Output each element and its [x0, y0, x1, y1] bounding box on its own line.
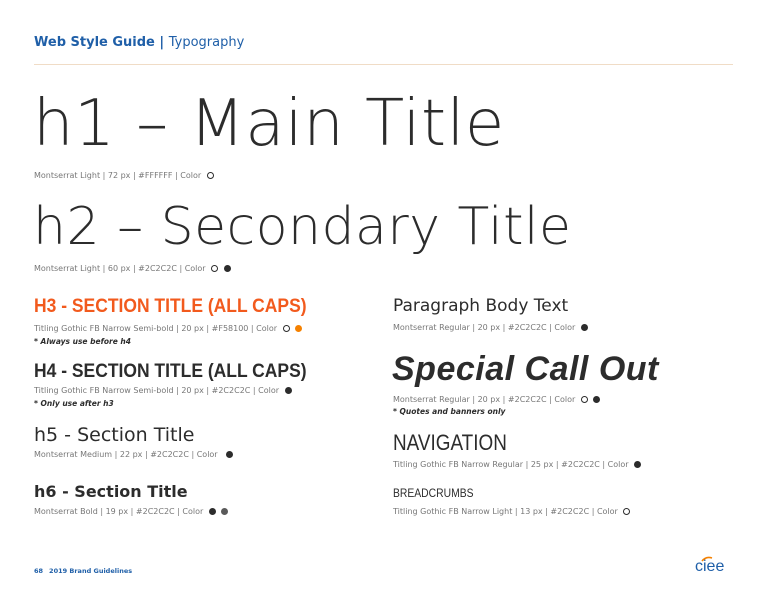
page-footer	[34, 567, 132, 575]
gray-swatch-icon	[221, 508, 228, 515]
header-divider	[34, 64, 733, 65]
h2-sample: h2 – Secondary Title	[33, 197, 572, 257]
h2-spec-text: Montserrat Light | 60 px | #2C2C2C | Color	[34, 264, 206, 273]
ciee-logo	[694, 556, 734, 574]
h5-spec-text: Montserrat Medium | 22 px | #2C2C2C | Color	[34, 450, 218, 459]
h3-spec-text: Titling Gothic FB Narrow Semi-bold | 20 px | #F58100 | Color	[34, 324, 278, 333]
page-header	[34, 35, 244, 50]
dark-swatch-icon	[593, 396, 600, 403]
h6-spec	[34, 508, 228, 516]
paragraph-spec-text: Montserrat Regular | 20 px | #2C2C2C | Color	[393, 323, 576, 332]
dark-swatch-icon	[581, 324, 588, 331]
dark-swatch-icon	[209, 508, 216, 515]
breadcrumbs-spec-text: Titling Gothic FB Narrow Light | 13 px | #2C2C2C | Color	[393, 507, 618, 516]
h3-spec	[34, 325, 302, 333]
dark-swatch-icon	[634, 461, 641, 468]
navigation-spec	[393, 461, 641, 469]
white-swatch-icon	[207, 172, 214, 179]
dark-swatch-icon	[285, 387, 292, 394]
h2-spec	[34, 265, 231, 273]
breadcrumbs-sample: BREADCRUMBS	[393, 488, 474, 500]
h4-spec-text: Titling Gothic FB Narrow Semi-bold | 20 px | #2C2C2C | Color	[34, 386, 280, 395]
h4-note: * Only use after h3	[34, 399, 114, 408]
navigation-sample: NAVIGATION	[393, 430, 507, 455]
page-number: 68	[34, 567, 44, 575]
header-section: Web Style Guide	[34, 35, 155, 50]
white-swatch-icon	[283, 325, 290, 332]
dark-swatch-icon	[224, 265, 231, 272]
h6-spec-text: Montserrat Bold | 19 px | #2C2C2C | Color	[34, 507, 204, 516]
callout-spec-text: Montserrat Regular | 20 px | #2C2C2C | Color	[393, 395, 576, 404]
breadcrumbs-spec	[393, 508, 630, 516]
h4-spec	[34, 387, 292, 395]
h1-spec-text: Montserrat Light | 72 px | #FFFFFF | Color	[34, 171, 202, 180]
h1-spec	[34, 172, 214, 180]
logo-text: ciee	[695, 558, 725, 574]
footer-label: 2019 Brand Guidelines	[49, 567, 133, 575]
h4-sample: H4 - SECTION TITLE (ALL CAPS)	[34, 361, 307, 382]
white-swatch-icon	[211, 265, 218, 272]
paragraph-spec	[393, 324, 588, 332]
h6-sample: h6 - Section Title	[34, 482, 188, 501]
header-separator: |	[154, 35, 169, 50]
header-topic: Typography	[168, 35, 245, 50]
callout-sample: Special Call Out	[392, 350, 659, 388]
paragraph-sample: Paragraph Body Text	[393, 296, 569, 316]
dark-swatch-icon	[226, 451, 233, 458]
h5-sample: h5 - Section Title	[34, 424, 195, 446]
h5-spec	[34, 451, 233, 459]
callout-spec	[393, 396, 600, 404]
orange-swatch-icon	[295, 325, 302, 332]
white-swatch-icon	[581, 396, 588, 403]
navigation-spec-text: Titling Gothic FB Narrow Regular | 25 px | #2C2C2C | Color	[393, 460, 629, 469]
callout-note: * Quotes and banners only	[393, 407, 506, 416]
h1-sample: h1 – Main Title	[33, 87, 505, 161]
h3-note: * Always use before h4	[34, 337, 131, 346]
white-swatch-icon	[623, 508, 630, 515]
h3-sample: H3 - SECTION TITLE (ALL CAPS)	[34, 296, 307, 317]
